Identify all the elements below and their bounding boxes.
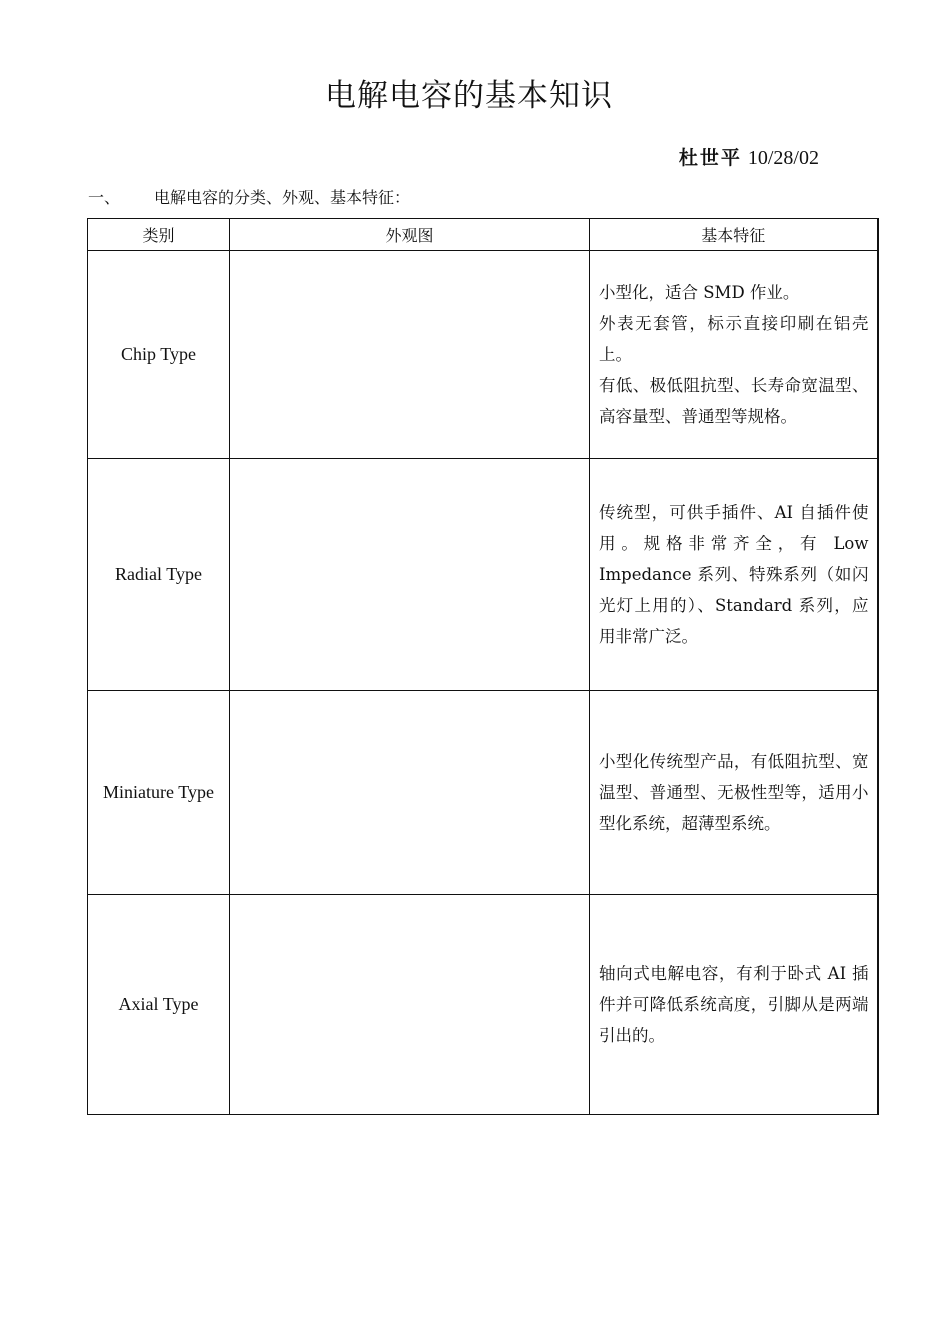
author-name: 杜世平 (678, 147, 742, 169)
column-header-appearance: 外观图 (230, 219, 590, 251)
author-date: 10/28/02 (747, 147, 819, 169)
feature-text: 有低、极低阻抗型、长寿命宽温型、高容量型、普通型等规格。 (599, 376, 869, 426)
appearance-image-axial (230, 895, 590, 1115)
feature-text: 外表无套管，标示直接印刷在铝壳上。 (599, 314, 869, 364)
type-cell-chip: Chip Type (88, 251, 230, 459)
type-cell-radial: Radial Type (88, 459, 230, 691)
feature-text: 轴向式电解电容，有利于卧式 AI 插件并可降低系统高度，引脚从是两端引出的。 (599, 964, 869, 1045)
table-row (88, 895, 878, 1115)
section-heading-text: 电解电容的分类、外观、基本特征： (154, 188, 411, 207)
capacitor-types-table (87, 218, 879, 1115)
column-header-category: 类别 (88, 219, 230, 251)
feature-text: 小型化传统型产品，有低阻抗型、宽温型、普通型、无极性型等，适用小型化系统，超薄型系统。 (599, 752, 869, 833)
column-header-features: 基本特征 (590, 219, 878, 251)
table-row (88, 691, 878, 895)
features-cell-chip (590, 251, 878, 459)
feature-text: 传统型，可供手插件、AI 自插件使用。规格非常齐全，有 Low Impedance 系列、特殊系列（如闪光灯上用的）、Standard 系列，应用非常广泛。 (599, 503, 869, 646)
section-number: 一、 (88, 188, 121, 207)
table-row (88, 251, 878, 459)
feature-text: 小型化，适合 SMD 作业。 (599, 283, 800, 302)
table-header-row (88, 219, 878, 251)
appearance-image-chip (230, 251, 590, 459)
type-cell-axial: Axial Type (88, 895, 230, 1115)
features-cell-axial (590, 895, 878, 1115)
features-cell-radial (590, 459, 878, 691)
features-cell-miniature (590, 691, 878, 895)
appearance-image-radial (230, 459, 590, 691)
table-row (88, 459, 878, 691)
type-cell-miniature: Miniature Type (88, 691, 230, 895)
document-title: 电解电容的基本知识 (325, 78, 613, 114)
section-heading (88, 186, 410, 210)
author-line (560, 144, 819, 172)
appearance-image-miniature (230, 691, 590, 895)
